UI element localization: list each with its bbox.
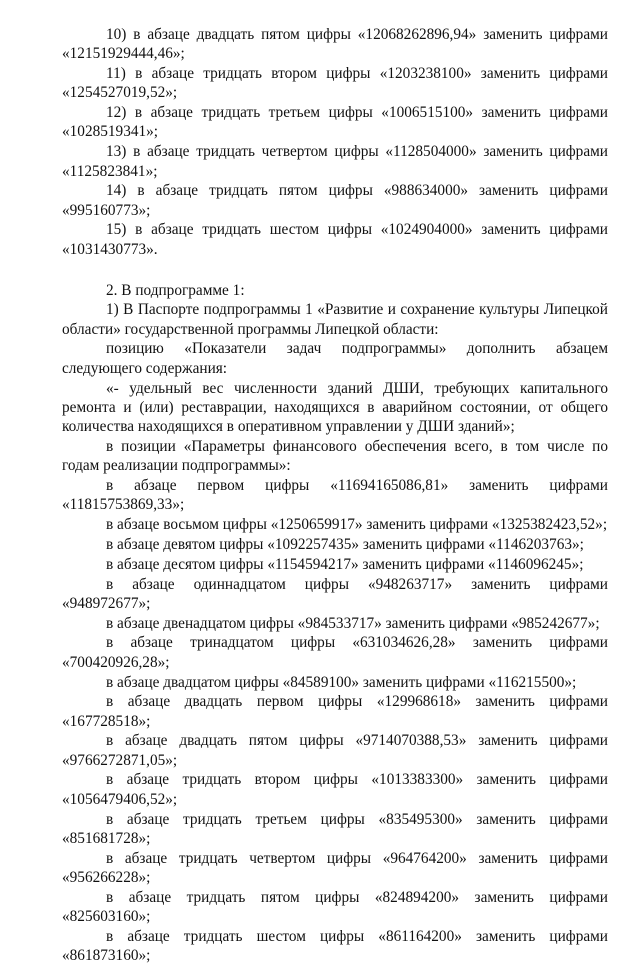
paragraph-abzac-20: в абзаце двадцатом цифры «84589100» заменить цифрами «116215500»; [106, 673, 577, 691]
section-heading: 2. В подпрограмме 1: [106, 281, 245, 299]
paragraph-abzac-9: в абзаце девятом цифры «1092257435» заменить цифрами «1146203763»; [106, 535, 584, 553]
paragraph-item-15: 15) в абзаце тридцать шестом цифры «1024904000» заменить цифрами «1031430773». [62, 221, 608, 258]
paragraph-item-11: 11) в абзаце тридцать втором цифры «1203238100» заменить цифрами «1254527019,52»; [62, 65, 608, 102]
paragraph-abzac-36: в абзаце тридцать шестом цифры «861164200» заменить цифрами «861873160»; [62, 927, 608, 965]
paragraph-abzac-32: в абзаце тридцать втором цифры «1013383300» заменить цифрами «1056479406,52»; [62, 771, 608, 808]
paragraph-abzac-8: в абзаце восьмом цифры «1250659917» заменить цифрами «1325382423,52»; [106, 516, 608, 534]
paragraph-item-14: 14) в абзаце тридцать пятом цифры «988634000» заменить цифрами «995160773»; [62, 182, 608, 219]
paragraph-abzac-13: в абзаце тринадцатом цифры «631034626,28» заменить цифрами «700420926,28»; [62, 634, 608, 671]
paragraph-quote: «- удельный вес численности зданий ДШИ, требующих капитального ремонта и (или) реставрации, находящихся в аварийном состоянии, от общего количества находящихся в оперативном управлении у ДШИ зданий»; [62, 379, 608, 436]
paragraph-abzac-10: в абзаце десятом цифры «1154594217» заменить цифрами «1146096245»; [106, 555, 584, 573]
paragraph-item-12: 12) в абзаце тридцать третьем цифры «1006515100» заменить цифрами «1028519341»; [62, 104, 608, 141]
paragraph-abzac-12: в абзаце двенадцатом цифры «984533717» заменить цифрами «985242677»; [106, 614, 600, 632]
paragraph-financing: в позиции «Параметры финансового обеспечения всего, в том числе по годам реализации подпрограммы»: [62, 437, 608, 475]
paragraph-abzac-21: в абзаце двадцать первом цифры «129968618» заменить цифрами «167728518»; [62, 693, 608, 730]
paragraph-abzac-11: в абзаце одиннадцатом цифры «948263717» заменить цифрами «948972677»; [62, 575, 608, 612]
paragraph-abzac-1: в абзаце первом цифры «11694165086,81» заменить цифрами «11815753869,33»; [62, 477, 608, 514]
paragraph-item-10: 10) в абзаце двадцать пятом цифры «12068262896,94» заменить цифрами «12151929444,46»; [62, 26, 608, 63]
paragraph-abzac-34: в абзаце тридцать четвертом цифры «964764200» заменить цифрами «956266228»; [62, 849, 608, 886]
paragraph-abzac-35: в абзаце тридцать пятом цифры «824894200» заменить цифрами «825603160»; [62, 888, 608, 926]
paragraph-abzac-33: в абзаце тридцать третьем цифры «835495300» заменить цифрами «851681728»; [62, 810, 608, 847]
paragraph-abzac-25: в абзаце двадцать пятом цифры «9714070388,53» заменить цифрами «9766272871,05»; [62, 732, 608, 769]
paragraph-passport: 1) В Паспорте подпрограммы 1 «Развитие и сохранение культуры Липецкой области» государственной программы Липецкой области: [62, 301, 608, 338]
paragraph-gap [62, 260, 608, 281]
paragraph-indicators: позицию «Показатели задач подпрограммы» дополнить абзацем следующего содержания: [62, 340, 608, 377]
paragraph-item-13: 13) в абзаце тридцать четвертом цифры «1128504000» заменить цифрами «1125823841»; [62, 143, 608, 180]
